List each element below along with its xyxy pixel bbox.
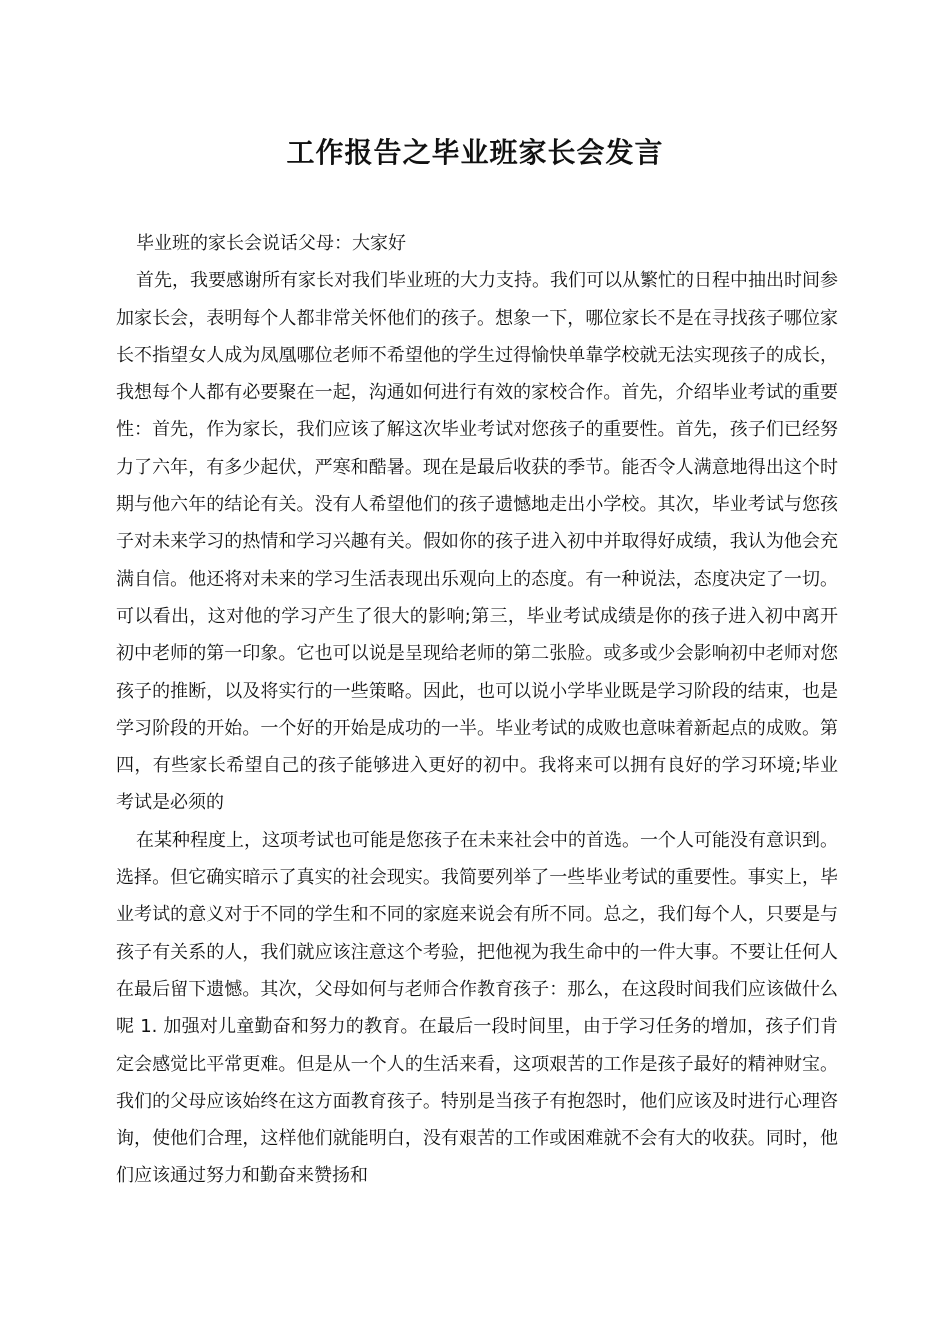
paragraph-parent-cooperation: 在某种程度上，这项考试也可能是您孩子在未来社会中的首选。一个人可能没有意识到。选择。但它确实暗示了真实的社会现实。我简要列举了一些毕业考试的重要性。事实上，毕业考试的意义对于不同的学生和不同的家庭来说会有所不同。总之，我们每个人，只要是与孩子有关系的人，我们就应该注意这个考验，把他视为我生命中的一件大事。不要让任何人在最后留下遗憾。其次，父母如何与老师合作教育孩子：那么，在这段时间我们应该做什么呢 1. 加强对儿童勤奋和努力的教育。在最后一段时间里，由于学习任务的增加，孩子们肯定会感觉比平常更难。但是从一个人的生活来看，这项艰苦的工作是孩子最好的精神财宝。我们的父母应该始终在这方面教育孩子。特别是当孩子有抱怨时，他们应该及时进行心理咨询，使他们合理，这样他们就能明白，没有艰苦的工作或困难就不会有大的收获。同时，他们应该通过努力和勤奋来赞扬和 (116, 829, 838, 1187)
paragraph-greeting: 毕业班的家长会说话父母：大家好 (136, 233, 406, 254)
document-body (116, 225, 838, 1195)
paragraph-exam-importance: 首先，我要感谢所有家长对我们毕业班的大力支持。我们可以从繁忙的日程中抽出时间参加家长会，表明每个人都非常关怀他们的孩子。想象一下，哪位家长不是在寻找孩子哪位家长不指望女人成为凤凰哪位老师不希望他的学生过得愉快单靠学校就无法实现孩子的成长，我想每个人都有必要聚在一起，沟通如何进行有效的家校合作。首先，介绍毕业考试的重要性：首先，作为家长，我们应该了解这次毕业考试对您孩子的重要性。首先，孩子们已经努力了六年，有多少起伏，严寒和酷暑。现在是最后收获的季节。能否令人满意地得出这个时期与他六年的结论有关。没有人希望他们的孩子遗憾地走出小学校。其次，毕业考试与您孩子对未来学习的热情和学习兴趣有关。假如你的孩子进入初中并取得好成绩，我认为他会充满自信。他还将对未来的学习生活表现出乐观向上的态度。有一种说法，态度决定了一切。可以看出，这对他的学习产生了很大的影响;第三，毕业考试成绩是你的孩子进入初中离开初中老师的第一印象。它也可以说是呈现给老师的第二张脸。或多或少会影响初中老师对您孩子的推断，以及将实行的一些策略。因此，也可以说小学毕业既是学习阶段的结束，也是学习阶段的开始。一个好的开始是成功的一半。毕业考试的成败也意味着新起点的成败。第四，有些家长希望自己的孩子能够进入更好的初中。我将来可以拥有良好的学习环境;毕业考试是必须的 (116, 270, 838, 814)
document-title: 工作报告之毕业班家长会发言 (286, 136, 664, 169)
